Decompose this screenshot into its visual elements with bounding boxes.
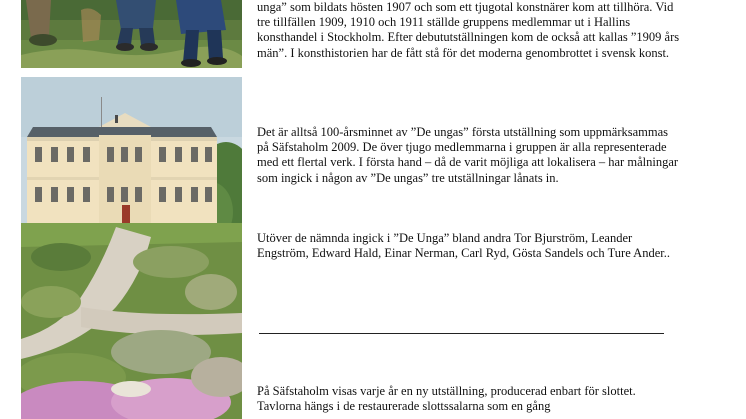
section-divider (259, 333, 664, 334)
article-paragraph-2: Det är alltså 100-årsminnet av ”De ungas” första utställning som uppmärksammas på Säfstaholm 2009. De över tjugo medlemmarna i gruppen är alla representerade med ett flertal verk. I första hand – då de varit möjliga att lokalisera – har målningar som ingick i någon av ”De ungas” tre utställningar lånats in. (257, 125, 679, 185)
painting-image (21, 0, 242, 68)
article-paragraph-4: På Säfstaholm visas varje år en ny utställning, producerad enbart för slottet. Tavlorna hängs i de restaurerade slottssalarna som en gång (257, 384, 636, 414)
article-paragraph-1: unga” som bildats hösten 1907 och som ett tjugotal konstnärer kom att tillhöra. Vid tre tillfällen 1909, 1910 och 1911 ställde gruppens medlemmar ut i Hallins konsthandel i Stockholm. Efter debututställningen kom de också att kallas ”1909 års män”. I konsthistorien har de fått stå för det moderna genombrottet i svensk konst. (257, 0, 680, 60)
article-paragraph-3: Utöver de nämnda ingick i ”De Unga” bland andra Tor Bjurström, Leander Engström, Edward Hald, Einar Nerman, Carl Ryd, Gösta Sandels och Ture Ander.. (257, 231, 670, 261)
manor-garden-image (21, 77, 242, 419)
